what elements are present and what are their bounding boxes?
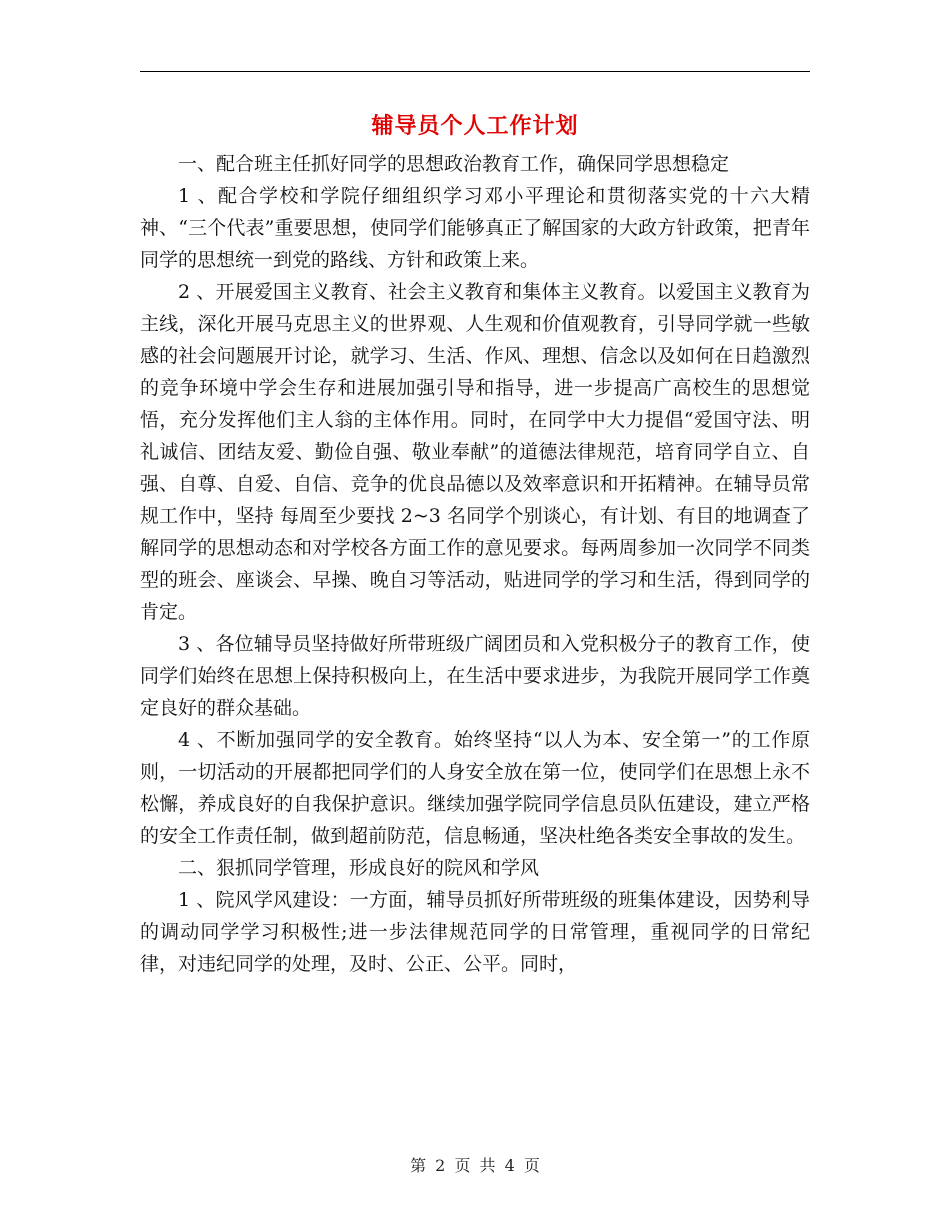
paragraph-2-1: 1 、院风学风建设：一方面，辅导员抓好所带班级的班集体建设，因势利导的调动同学学习积极性;进一步法律规范同学的日常管理，重视同学的日常纪律，对违纪同学的处理，及时、公正、公平。同时， bbox=[140, 889, 810, 975]
paragraph-1-2: 2 、开展爱国主义教育、社会主义教育和集体主义教育。以爱国主义教育为主线，深化开展马克思主义的世界观、人生观和价值观教育，引导同学就一些敏感的社会问题展开讨论，就学习、生活、作风、理想、信念以及如何在日趋激烈的竞争环境中学会生存和进展加强引导和指导，进一步提高广高校生的思想觉悟，充分发挥他们主人翁的主体作用。同时，在同学中大力提倡“爱国守法、明礼诚信、团结友爱、勤俭自强、敬业奉献”的道德法律规范，培育同学自立、自强、自尊、自爱、自信、竞争的优良品德以及效率意识和开拓精神。在辅导员常规工作中，坚持 每周至少要找 2~3 名同学个别谈心，有计划、有目的地调查了解同学的思想动态和对学校各方面工作的意见要求。每两周参加一次同学不同类型的班会、座谈会、早操、晚自习等活动，贴进同学的学习和生活，得到同学的肯定。 bbox=[140, 281, 810, 623]
section-heading-2: 二、狠抓同学管理，形成良好的院风和学风 bbox=[178, 857, 540, 879]
paragraph-1-4: 4 、不断加强同学的安全教育。始终坚持“以人为本、安全第一”的工作原则，一切活动的开展都把同学们的人身安全放在第一位，使同学们在思想上永不松懈，养成良好的自我保护意识。继续加强学院同学信息员队伍建设，建立严格的安全工作责任制，做到超前防范，信息畅通，坚决杜绝各类安全事故的发生。 bbox=[140, 729, 810, 847]
paragraph-1-1: 1 、配合学校和学院仔细组织学习邓小平理论和贯彻落实党的十六大精神、“三个代表”重要思想，使同学们能够真正了解国家的大政方针政策，把青年同学的思想统一到党的路线、方针和政策上来。 bbox=[140, 185, 810, 271]
document-body bbox=[140, 148, 810, 980]
page-footer: 第 2 页 共 4 页 bbox=[410, 1156, 540, 1175]
paragraph-1-3: 3 、各位辅导员坚持做好所带班级广阔团员和入党积极分子的教育工作，使同学们始终在思想上保持积极向上，在生活中要求进步，为我院开展同学工作奠定良好的群众基础。 bbox=[140, 633, 810, 719]
header-rule bbox=[140, 71, 810, 72]
document-title: 辅导员个人工作计划 bbox=[371, 113, 579, 139]
section-heading-1: 一、配合班主任抓好同学的思想政治教育工作，确保同学思想稳定 bbox=[178, 153, 730, 175]
